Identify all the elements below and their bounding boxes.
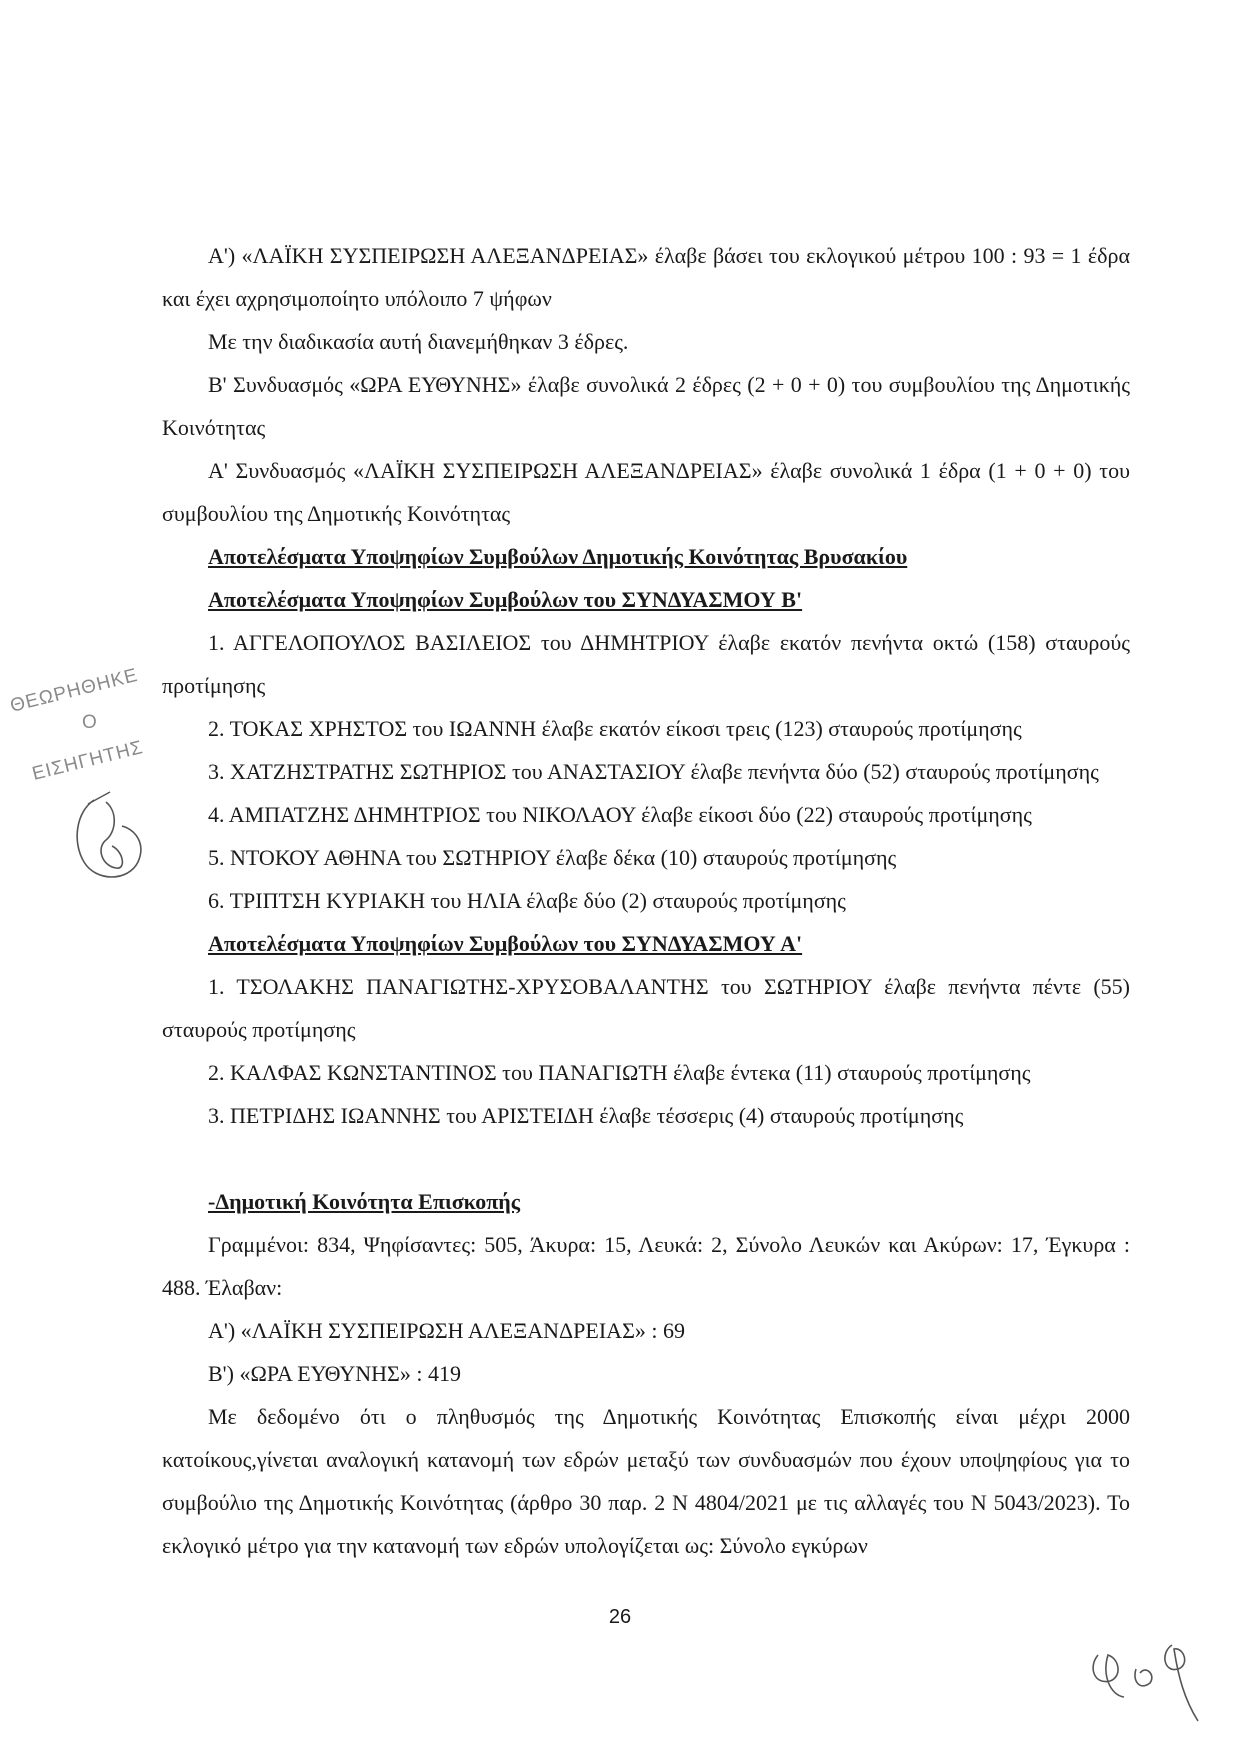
heading-coalition-a-candidates: Αποτελέσματα Υποψηφίων Συμβούλων του ΣΥΝΔΥΑΣΜΟΥ Α' (208, 931, 803, 956)
stamp-line-3: ΕΙΣΗΓΗΤΗΣ (30, 736, 146, 785)
heading-coalition-b-candidates: Αποτελέσματα Υποψηφίων Συμβούλων του ΣΥΝΔΥΑΣΜΟΥ Β' (208, 587, 803, 612)
list-item-b-4: 4. ΑΜΠΑΤΖΗΣ ΔΗΜΗΤΡΙΟΣ του ΝΙΚΟΛΑΟΥ έλαβε είκοσι δύο (22) σταυρούς προτίμησης (208, 802, 1032, 827)
paragraph-coalition-b-seats: Β' Συνδυασμός «ΩΡΑ ΕΥΘΥΝΗΣ» έλαβε συνολικά 2 έδρες (2 + 0 + 0) του συμβουλίου της Δημοτικής Κοινότητας (162, 372, 1130, 440)
paragraph-seats-distributed: Με την διαδικασία αυτή διανεμήθηκαν 3 έδρες. (208, 329, 629, 354)
paragraph-proportional-allocation: Με δεδομένο ότι ο πληθυσμός της Δημοτικής Κοινότητας Επισκοπής είναι μέχρι 2000 κατοίκους,γίνεται αναλογική κατανομή των εδρών μεταξύ των συνδυασμών που έχουν υποψηφίους για το συμβούλιο της Δημοτικής Κοινότητας (άρθρο 30 παρ. 2 Ν 4804/2021 με τις αλλαγές του Ν 5043/2023). Το εκλογικό μέτρο για την κατανομή των εδρών υπολογίζεται ως: Σύνολο εγκύρων (162, 1404, 1130, 1558)
paragraph-seat-allocation-a: Α') «ΛΑΪΚΗ ΣΥΣΠΕΙΡΩΣΗ ΑΛΕΞΑΝΔΡΕΙΑΣ» έλαβε βάσει του εκλογικού μέτρου 100 : 93 = 1 έδρα και έχει αχρησιμοποίητο υπόλοιπο 7 ψήφων (162, 243, 1130, 311)
stamp-line-1: ΘΕΩΡΗΘΗΚΕ (8, 664, 141, 717)
paragraph-coalition-a-seats: Α' Συνδυασμός «ΛΑΪΚΗ ΣΥΣΠΕΙΡΩΣΗ ΑΛΕΞΑΝΔΡΕΙΑΣ» έλαβε συνολικά 1 έδρα (1 + 0 + 0) του συμβουλίου της Δημοτικής Κοινότητας (162, 458, 1130, 526)
list-item-a-1: 1. ΤΣΟΛΑΚΗΣ ΠΑΝΑΓΙΩΤΗΣ-ΧΡΥΣΟΒΑΛΑΝΤΗΣ του ΣΩΤΗΡΙΟΥ έλαβε πενήντα πέντε (55) σταυρούς προτίμησης (162, 974, 1130, 1042)
paragraph-episkopi-totals: Γραμμένοι: 834, Ψηφίσαντες: 505, Άκυρα: 15, Λευκά: 2, Σύνολο Λευκών και Ακύρων: 17, Έγκυρα : 488. Έλαβαν: (162, 1232, 1130, 1300)
list-item-b-1: 1. ΑΓΓΕΛΟΠΟΥΛΟΣ ΒΑΣΙΛΕΙΟΣ του ΔΗΜΗΤΡΙΟΥ έλαβε εκατόν πενήντα οκτώ (158) σταυρούς προτίμησης (162, 630, 1130, 698)
heading-episkopi-community: -Δημοτική Κοινότητα Επισκοπής (208, 1189, 521, 1214)
corner-signature (1080, 1625, 1230, 1735)
list-item-a-3: 3. ΠΕΤΡΙΔΗΣ ΙΩΑΝΝΗΣ του ΑΡΙΣΤΕΙΔΗ έλαβε τέσσερις (4) σταυρούς προτίμησης (208, 1103, 964, 1128)
margin-signature (66, 782, 156, 892)
list-item-b-5: 5. ΝΤΟΚΟΥ ΑΘΗΝΑ του ΣΩΤΗΡΙΟΥ έλαβε δέκα (10) σταυρούς προτίμησης (208, 845, 897, 870)
paragraph-episkopi-result-a: Α') «ΛΑΪΚΗ ΣΥΣΠΕΙΡΩΣΗ ΑΛΕΞΑΝΔΡΕΙΑΣ» : 69 (208, 1318, 685, 1343)
list-item-b-2: 2. ΤΟΚΑΣ ΧΡΗΣΤΟΣ του ΙΩΑΝΝΗ έλαβε εκατόν είκοσι τρεις (123) σταυρούς προτίμησης (208, 716, 1022, 741)
list-item-b-6: 6. ΤΡΙΠΤΣΗ ΚΥΡΙΑΚΗ του ΗΛΙΑ έλαβε δύο (2) σταυρούς προτίμησης (208, 888, 846, 913)
list-item-a-2: 2. ΚΑΛΦΑΣ ΚΩΝΣΤΑΝΤΙΝΟΣ του ΠΑΝΑΓΙΩΤΗ έλαβε έντεκα (11) σταυρούς προτίμησης (208, 1060, 1031, 1085)
document-body (162, 234, 1130, 1567)
paragraph-episkopi-result-b: Β') «ΩΡΑ ΕΥΘΥΝΗΣ» : 419 (208, 1361, 461, 1386)
spacer (162, 1137, 1130, 1180)
stamp-line-2: Ο (82, 712, 97, 733)
reviewed-stamp (4, 660, 194, 790)
page-number: 26 (608, 1606, 632, 1628)
heading-vrysaki-results: Αποτελέσματα Υποψηφίων Συμβούλων Δημοτικής Κοινότητας Βρυσακίου (208, 544, 908, 569)
list-item-b-3: 3. ΧΑΤΖΗΣΤΡΑΤΗΣ ΣΩΤΗΡΙΟΣ του ΑΝΑΣΤΑΣΙΟΥ έλαβε πενήντα δύο (52) σταυρούς προτίμησης (208, 759, 1099, 784)
